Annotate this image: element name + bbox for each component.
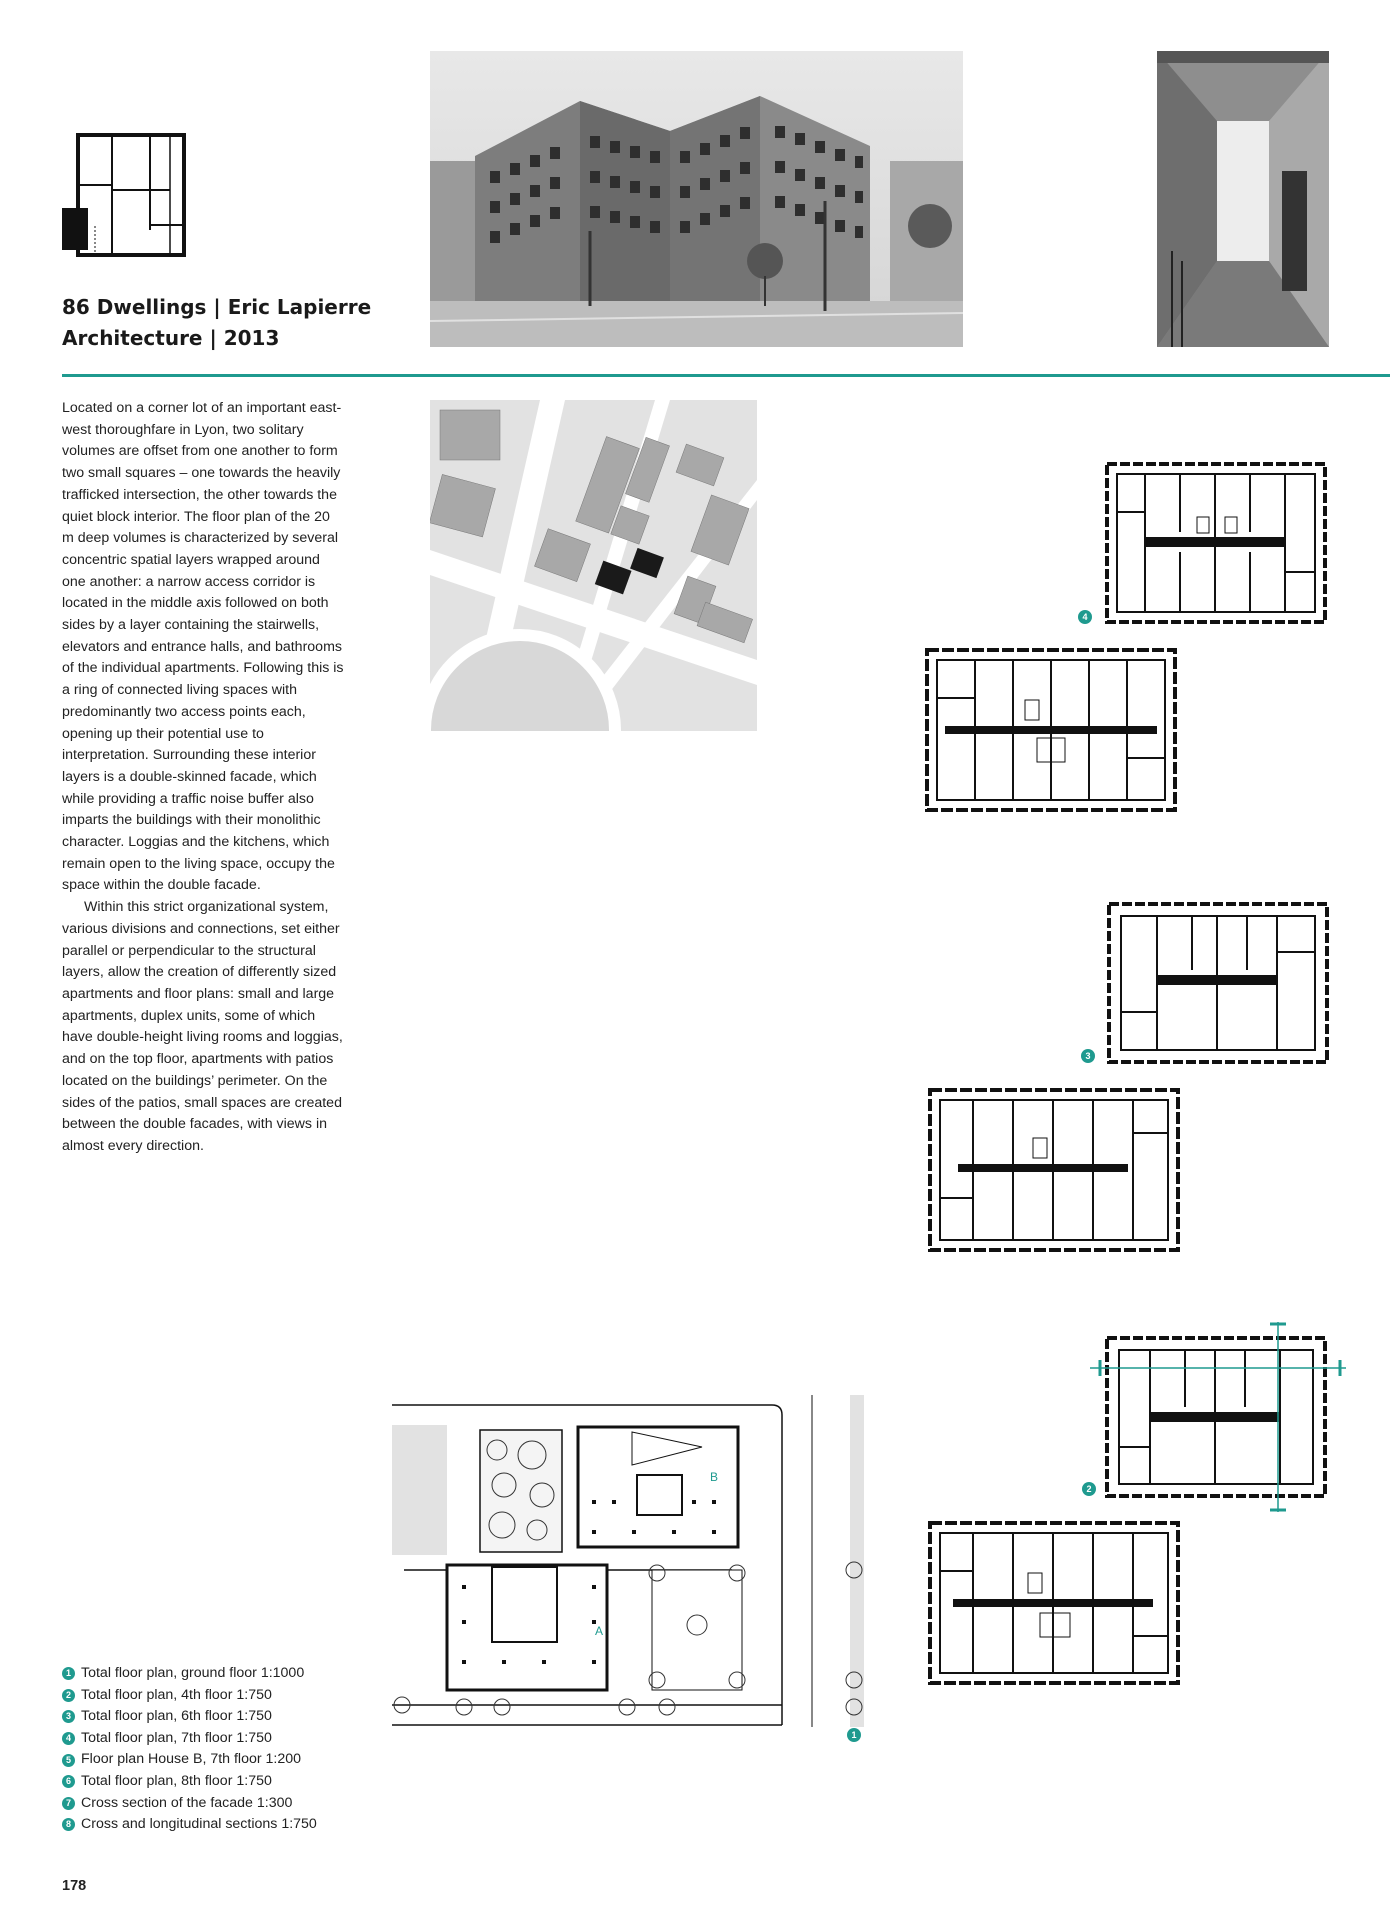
floor-plan-7th bbox=[1105, 462, 1327, 624]
corridor-photo bbox=[1157, 51, 1329, 347]
legend-text: Total floor plan, 4th floor 1:750 bbox=[81, 1686, 272, 1703]
legend-item bbox=[62, 1706, 382, 1728]
legend-text: Total floor plan, 6th floor 1:750 bbox=[81, 1708, 272, 1725]
legend-text: Total floor plan, ground floor 1:1000 bbox=[81, 1665, 305, 1681]
figure-legend bbox=[62, 1663, 382, 1836]
legend-item bbox=[62, 1771, 382, 1793]
legend-text: Cross and longitudinal sections 1:750 bbox=[81, 1816, 317, 1833]
house-b-label: B bbox=[710, 1470, 719, 1484]
site-plan-map bbox=[430, 400, 757, 731]
legend-number: 7 bbox=[62, 1797, 75, 1810]
floor-plan-6th-total bbox=[928, 1088, 1180, 1252]
legend-number: 8 bbox=[62, 1818, 75, 1831]
building-exterior-photo bbox=[430, 51, 963, 347]
header-rule bbox=[62, 374, 1390, 377]
page-number: 178 bbox=[62, 1878, 87, 1894]
legend-text: Total floor plan, 7th floor 1:750 bbox=[81, 1729, 272, 1746]
plan-badge-2: 2 bbox=[1082, 1482, 1096, 1496]
legend-number: 4 bbox=[62, 1732, 75, 1745]
legend-text: Total floor plan, 8th floor 1:750 bbox=[81, 1772, 272, 1789]
plan-badge-4: 4 bbox=[1078, 610, 1092, 624]
article-title bbox=[62, 292, 382, 354]
legend-number: 1 bbox=[62, 1667, 75, 1680]
legend-item bbox=[62, 1749, 382, 1771]
plan-badge-3: 3 bbox=[1081, 1049, 1095, 1063]
house-a-label: A bbox=[595, 1624, 604, 1638]
floor-plan-6th bbox=[1107, 902, 1329, 1064]
plan-badge-1: 1 bbox=[847, 1728, 861, 1742]
legend-item bbox=[62, 1793, 382, 1815]
body-paragraph-2: Within this strict organizational system, various divisions and connections, set either parallel or perpendicular to the structural layers, allow the creation of differently sized apartments and floor plans: small and large apartments, duplex units, some of which have double-height living rooms and loggias, and on the top floor, apartments with patios located on the buildings’ perimeter. On the sides of the patios, small spaces are created between the double facades, with views in almost every direction. bbox=[62, 899, 343, 1154]
body-paragraph-1: Located on a corner lot of an important east-west thoroughfare in Lyon, two solitary volumes are offset from one another to form two small squares – one towards the heavily trafficked intersection, the other towards the quiet block interior. The floor plan of the 20 m deep volumes is characterized by several concentric spatial layers wrapped around one another: a narrow access corridor is located in the middle axis followed on both sides by a layer containing the stairwells, elevators and entrance halls, and bathrooms of the individual apartments. Following this is a ring of connected living spaces with predominantly two access points each, opening up their potential use to interpretation. Surrounding these interior layers is a double-skinned facade, which while providing a traffic noise buffer also imparts the buildings with their monolithic character. Loggias and the kitchens, which remain open to the living space, occupy the space within the double facade. bbox=[62, 400, 344, 894]
legend-number: 5 bbox=[62, 1754, 75, 1767]
article-body bbox=[62, 398, 344, 1158]
legend-item bbox=[62, 1814, 382, 1836]
floor-plan-4th-total bbox=[928, 1521, 1180, 1685]
title-line-1: 86 Dwellings | Eric Lapierre bbox=[62, 295, 372, 319]
floor-plan-8th bbox=[925, 648, 1177, 812]
legend-number: 2 bbox=[62, 1689, 75, 1702]
legend-item bbox=[62, 1728, 382, 1750]
legend-number: 6 bbox=[62, 1775, 75, 1788]
title-line-2: Architecture | 2013 bbox=[62, 326, 280, 350]
floor-plan-4th bbox=[1090, 1322, 1346, 1512]
ground-floor-plan bbox=[392, 1395, 864, 1727]
legend-text: Cross section of the facade 1:300 bbox=[81, 1794, 293, 1811]
legend-item bbox=[62, 1685, 382, 1707]
legend-text: Floor plan House B, 7th floor 1:200 bbox=[81, 1751, 302, 1768]
legend-item bbox=[62, 1663, 382, 1685]
legend-number: 3 bbox=[62, 1710, 75, 1723]
key-plan-icon bbox=[60, 130, 190, 260]
